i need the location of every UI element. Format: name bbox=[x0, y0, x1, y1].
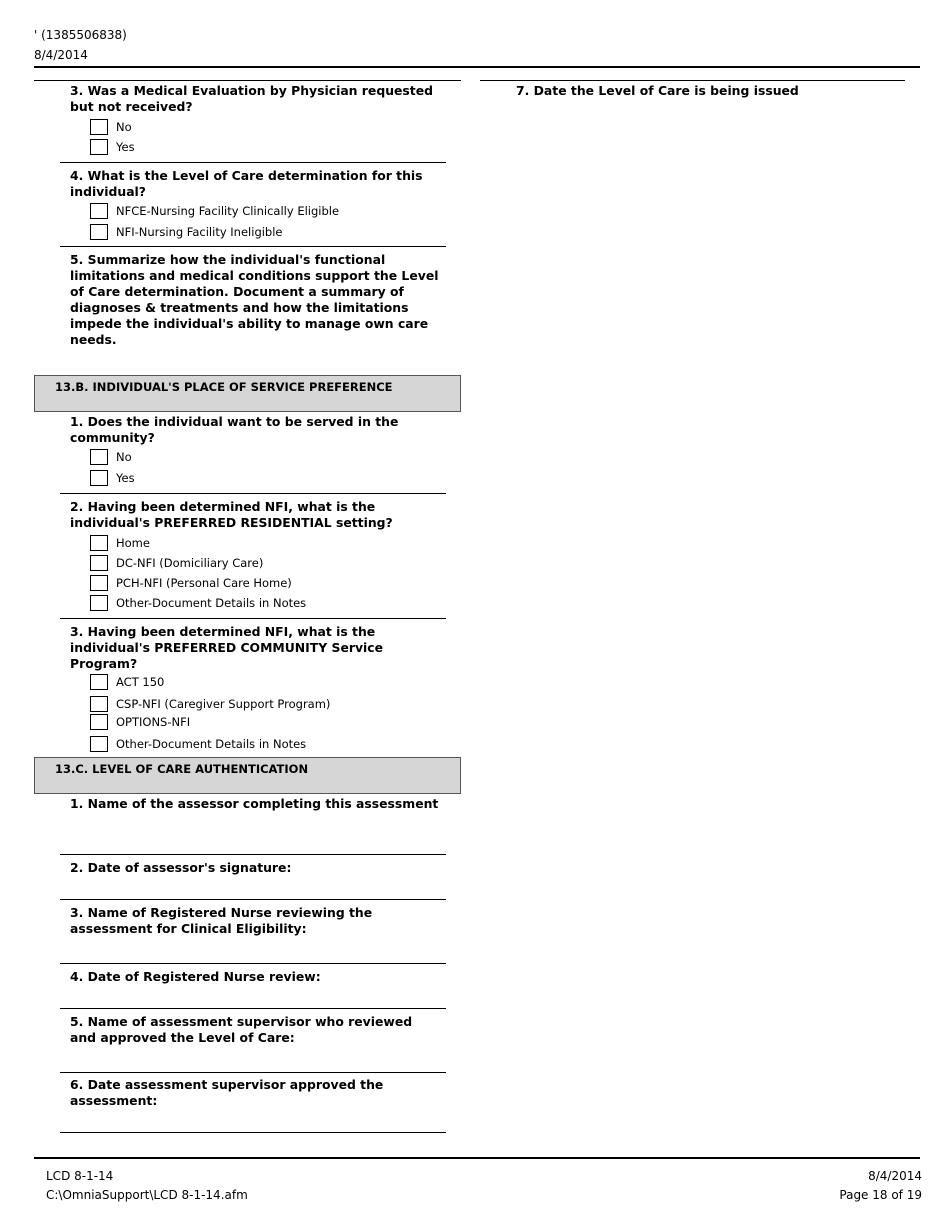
checkbox[interactable] bbox=[90, 595, 108, 611]
left-column-top-rule bbox=[34, 80, 461, 81]
option-label: PCH-NFI (Personal Care Home) bbox=[116, 576, 292, 590]
question-level-of-care: 4. What is the Level of Care determination for this individual? bbox=[70, 168, 423, 199]
footer-form-name: LCD 8-1-14 bbox=[46, 1169, 114, 1183]
option-label: Other-Document Details in Notes bbox=[116, 596, 307, 610]
section-title: 13.C. LEVEL OF CARE AUTHENTICATION bbox=[55, 762, 309, 776]
checkbox[interactable] bbox=[90, 470, 108, 486]
question-community: 1. Does the individual want to be served in the community? bbox=[70, 414, 399, 445]
signature-line bbox=[60, 963, 446, 964]
footer-page-number: Page 18 of 19 bbox=[839, 1188, 922, 1202]
divider bbox=[60, 493, 446, 494]
option-label: DC-NFI (Domiciliary Care) bbox=[116, 556, 264, 570]
option-label: ACT 150 bbox=[116, 675, 165, 689]
header-rule bbox=[34, 66, 920, 68]
question-residential-setting: 2. Having been determined NFI, what is the individual's PREFERRED RESIDENTIAL setting? bbox=[70, 499, 393, 530]
header-date: 8/4/2014 bbox=[34, 48, 88, 62]
option-label: CSP-NFI (Caregiver Support Program) bbox=[116, 697, 331, 711]
option-label: Home bbox=[116, 536, 150, 550]
checkbox[interactable] bbox=[90, 696, 108, 712]
question-community-program: 3. Having been determined NFI, what is the individual's PREFERRED COMMUNITY Service Program? bbox=[70, 624, 384, 671]
field-supervisor-name: 5. Name of assessment supervisor who reviewed and approved the Level of Care: bbox=[70, 1014, 413, 1045]
option-label: Other-Document Details in Notes bbox=[116, 737, 307, 751]
field-rn-review-date: 4. Date of Registered Nurse review: bbox=[70, 969, 321, 984]
footer-date: 8/4/2014 bbox=[868, 1169, 922, 1183]
option-label: NFCE-Nursing Facility Clinically Eligible bbox=[116, 204, 340, 218]
checkbox[interactable] bbox=[90, 224, 108, 240]
checkbox[interactable] bbox=[90, 139, 108, 155]
option-label: No bbox=[116, 450, 132, 464]
right-column-top-rule bbox=[480, 80, 905, 81]
option-label: No bbox=[116, 120, 132, 134]
divider bbox=[60, 246, 446, 247]
checkbox[interactable] bbox=[90, 449, 108, 465]
checkbox[interactable] bbox=[90, 575, 108, 591]
question-loc-issue-date: 7. Date the Level of Care is being issued bbox=[516, 83, 799, 98]
checkbox[interactable] bbox=[90, 555, 108, 571]
checkbox[interactable] bbox=[90, 119, 108, 135]
option-label: Yes bbox=[116, 471, 135, 485]
checkbox[interactable] bbox=[90, 535, 108, 551]
footer-file-path: C:\OmniaSupport\LCD 8-1-14.afm bbox=[46, 1188, 248, 1202]
signature-line bbox=[60, 1072, 446, 1073]
checkbox[interactable] bbox=[90, 674, 108, 690]
checkbox[interactable] bbox=[90, 714, 108, 730]
signature-line bbox=[60, 899, 446, 900]
section-title: 13.B. INDIVIDUAL'S PLACE OF SERVICE PREFERENCE bbox=[55, 380, 393, 394]
checkbox[interactable] bbox=[90, 203, 108, 219]
document-id: ' (1385506838) bbox=[34, 28, 127, 42]
option-label: OPTIONS-NFI bbox=[116, 715, 191, 729]
footer-rule bbox=[34, 1157, 920, 1159]
option-label: Yes bbox=[116, 140, 135, 154]
section-header-authentication bbox=[34, 757, 461, 794]
signature-line bbox=[60, 1008, 446, 1009]
field-supervisor-approval-date: 6. Date assessment supervisor approved the assessment: bbox=[70, 1077, 384, 1108]
question-medical-evaluation: 3. Was a Medical Evaluation by Physician requested but not received? bbox=[70, 83, 433, 114]
question-summary: 5. Summarize how the individual's functional limitations and medical conditions support the Level of Care determination. Document a summary of diagnoses & treatments and how the limitations impede the individual's ability to manage own care needs. bbox=[70, 252, 439, 347]
field-assessor-name: 1. Name of the assessor completing this assessment bbox=[70, 796, 439, 811]
divider bbox=[60, 162, 446, 163]
divider bbox=[60, 618, 446, 619]
field-assessor-signature-date: 2. Date of assessor's signature: bbox=[70, 860, 292, 875]
field-rn-name: 3. Name of Registered Nurse reviewing the assessment for Clinical Eligibility: bbox=[70, 905, 373, 936]
checkbox[interactable] bbox=[90, 736, 108, 752]
option-label: NFI-Nursing Facility Ineligible bbox=[116, 225, 283, 239]
signature-line bbox=[60, 1132, 446, 1133]
section-header-place-of-service bbox=[34, 375, 461, 412]
signature-line bbox=[60, 854, 446, 855]
